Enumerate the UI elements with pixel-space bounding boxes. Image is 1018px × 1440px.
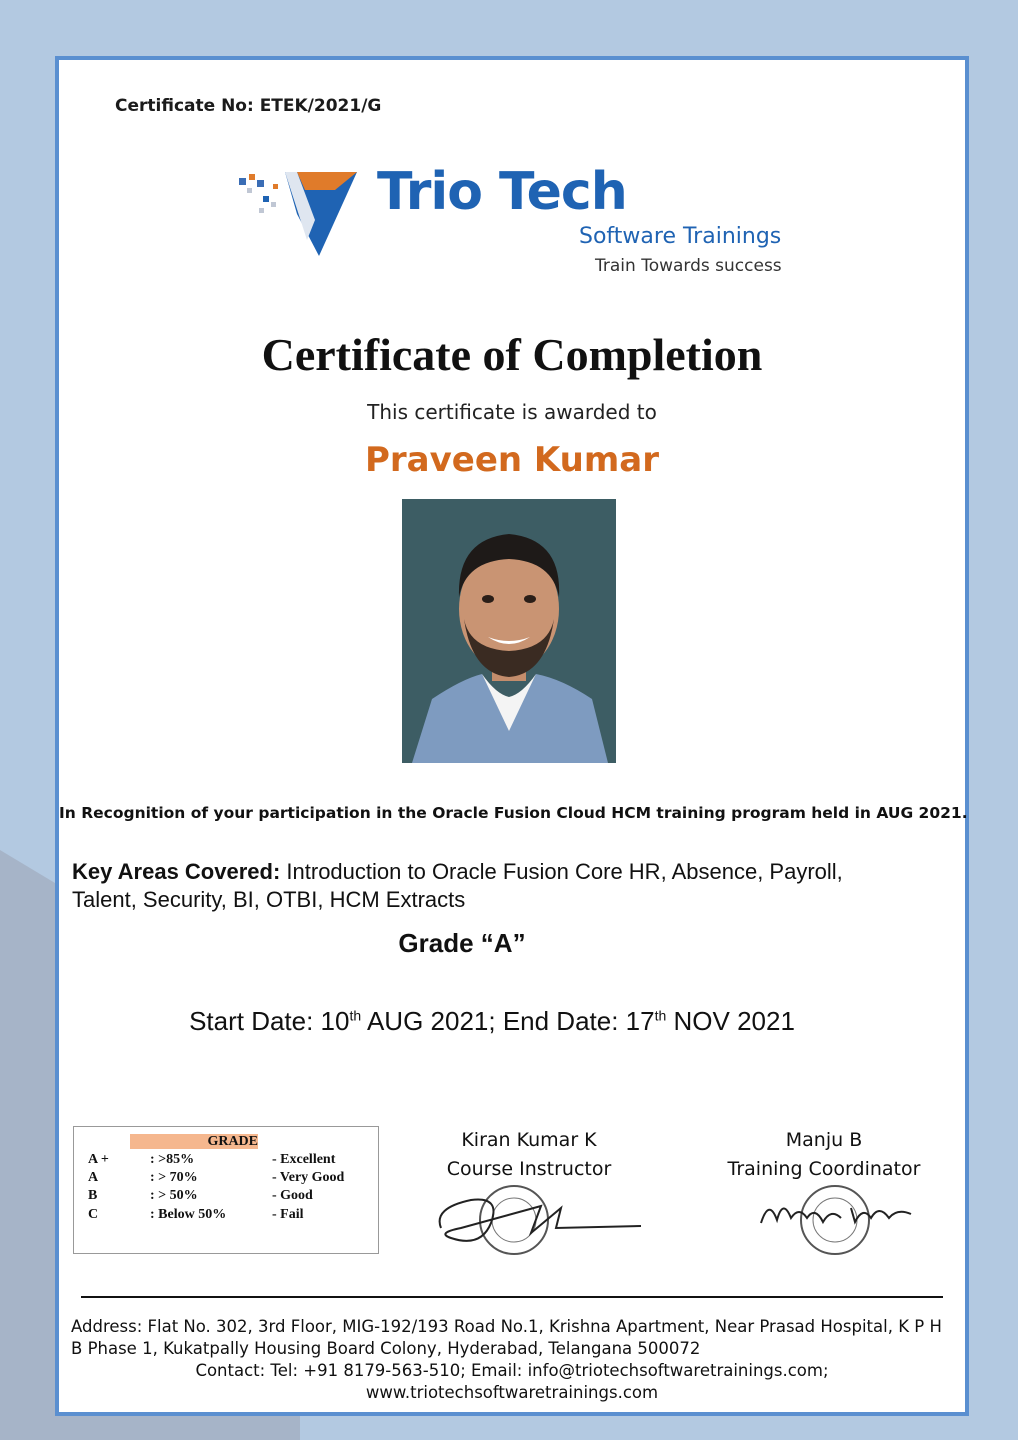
signatory-coordinator	[719, 1126, 929, 1184]
grade-range: : > 70%	[150, 1170, 198, 1185]
recipient-photo	[402, 499, 616, 763]
coordinator-signature-stamp	[751, 1178, 921, 1258]
course-dates	[59, 1006, 965, 1037]
start-date-suffix: th	[349, 1007, 362, 1024]
logo-tagline: Software Trainings	[579, 224, 782, 249]
grade-description: - Good	[272, 1188, 313, 1203]
logo-subtagline: Train Towards success	[595, 256, 782, 276]
grade-letter: C	[88, 1207, 99, 1222]
end-date-suffix: th	[654, 1007, 667, 1024]
grade-range: : Below 50%	[150, 1207, 227, 1222]
awarded-text: This certificate is awarded to	[367, 400, 657, 424]
signatory-name: Manju B	[785, 1129, 863, 1151]
grade-table-header: GRADE	[130, 1134, 258, 1149]
signatory-role: Course Instructor	[446, 1158, 612, 1180]
grade-table	[73, 1126, 379, 1254]
footer-contact	[59, 1360, 965, 1404]
start-date-rest: AUG 2021; End Date: 17	[361, 1006, 655, 1036]
grade-letter: B	[88, 1188, 98, 1203]
recipient-name: Praveen Kumar	[364, 440, 660, 480]
contact-line: Contact: Tel: +91 8179-563-510; Email: info@triotechsoftwaretrainings.com;	[195, 1361, 829, 1380]
footer-address: Address: Flat No. 302, 3rd Floor, MIG-192/193 Road No.1, Krishna Apartment, Near Prasad Hospital, K P H B Phase 1, Kukatpally Housing Board Colony, Hyderabad, Telangana 500072	[71, 1317, 942, 1358]
certificate-title: Certificate of Completion	[261, 329, 763, 380]
grade-description: - Very Good	[272, 1170, 345, 1185]
logo-brand: Trio Tech	[377, 162, 627, 222]
end-date-rest: NOV 2021	[666, 1006, 795, 1036]
key-areas-label: Key Areas Covered:	[72, 859, 281, 884]
company-logo	[237, 160, 797, 285]
grade-range: : >85%	[150, 1152, 195, 1167]
recognition-text: In Recognition of your participation in the Oracle Fusion Cloud HCM training program held in AUG 2021.	[59, 804, 968, 822]
signatory-name: Kiran Kumar K	[461, 1129, 597, 1151]
grade-letter: A	[88, 1170, 99, 1185]
start-date-label: Start Date: 10	[189, 1006, 350, 1036]
signatory-role: Training Coordinator	[727, 1158, 921, 1180]
footer-divider	[81, 1296, 943, 1298]
grade-description: - Fail	[272, 1207, 304, 1222]
signatory-instructor	[429, 1126, 629, 1184]
key-areas	[72, 858, 872, 914]
grade-letter: A +	[88, 1152, 109, 1167]
grade-description: - Excellent	[272, 1152, 336, 1167]
logo-mark-icon	[237, 160, 377, 260]
grade-range: : > 50%	[150, 1188, 198, 1203]
website-line: www.triotechsoftwaretrainings.com	[365, 1383, 659, 1402]
instructor-signature-stamp	[431, 1178, 651, 1258]
grade: Grade “A”	[398, 928, 526, 958]
certificate-number: Certificate No: ETEK/2021/G	[115, 96, 382, 116]
key-areas-text: Introduction to Oracle Fusion Core HR, Absence, Payroll, Talent, Security, BI, OTBI, HCM Extracts	[72, 859, 843, 912]
certificate-frame	[55, 56, 969, 1416]
